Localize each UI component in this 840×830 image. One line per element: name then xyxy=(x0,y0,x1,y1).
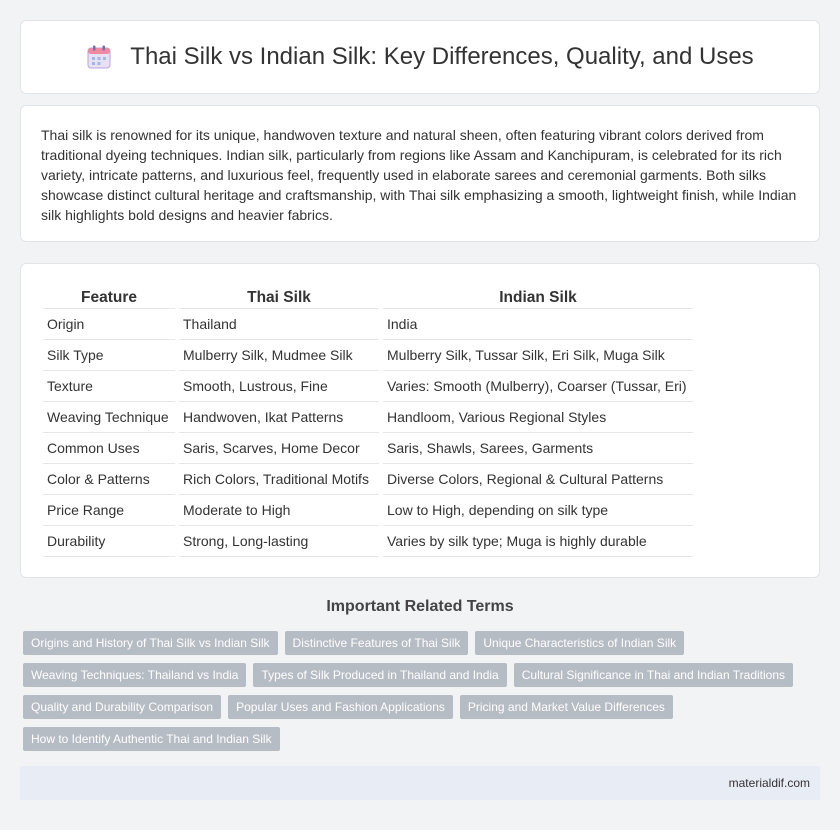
table-row xyxy=(43,464,693,495)
cell-thai: Thailand xyxy=(179,309,379,340)
related-term-tag[interactable]: Pricing and Market Value Differences xyxy=(460,695,673,719)
cell-indian: Varies by silk type; Muga is highly durable xyxy=(383,526,693,557)
table-row xyxy=(43,495,693,526)
cell-thai: Mulberry Silk, Mudmee Silk xyxy=(179,340,379,371)
related-term-tag[interactable]: Popular Uses and Fashion Applications xyxy=(228,695,453,719)
cell-indian: Diverse Colors, Regional & Cultural Patterns xyxy=(383,464,693,495)
cell-indian: Low to High, depending on silk type xyxy=(383,495,693,526)
cell-feature: Silk Type xyxy=(43,340,175,371)
footer-site-link[interactable]: materialdif.com xyxy=(728,776,810,790)
table-row xyxy=(43,526,693,557)
comparison-table xyxy=(39,288,697,557)
cell-thai: Moderate to High xyxy=(179,495,379,526)
related-terms-list xyxy=(23,631,823,751)
header-thai-silk: Thai Silk xyxy=(179,288,379,309)
cell-feature: Texture xyxy=(43,371,175,402)
cell-thai: Rich Colors, Traditional Motifs xyxy=(179,464,379,495)
related-term-tag[interactable]: Origins and History of Thai Silk vs Indian Silk xyxy=(23,631,278,655)
related-term-tag[interactable]: Weaving Techniques: Thailand vs India xyxy=(23,663,246,687)
cell-indian: Handloom, Various Regional Styles xyxy=(383,402,693,433)
cell-indian: India xyxy=(383,309,693,340)
table-row xyxy=(43,340,693,371)
header-feature: Feature xyxy=(43,288,175,309)
related-term-tag[interactable]: Distinctive Features of Thai Silk xyxy=(285,631,469,655)
related-term-tag[interactable]: Cultural Significance in Thai and Indian Traditions xyxy=(514,663,793,687)
cell-indian: Mulberry Silk, Tussar Silk, Eri Silk, Muga Silk xyxy=(383,340,693,371)
intro-card xyxy=(20,105,820,242)
related-terms-title: Important Related Terms xyxy=(326,598,514,615)
cell-feature: Price Range xyxy=(43,495,175,526)
header-indian-silk: Indian Silk xyxy=(383,288,693,309)
cell-thai: Strong, Long-lasting xyxy=(179,526,379,557)
cell-feature: Color & Patterns xyxy=(43,464,175,495)
table-row xyxy=(43,402,693,433)
intro-paragraph: Thai silk is renowned for its unique, handwoven texture and natural sheen, often featuring vibrant colors derived from traditional dyeing techniques. Indian silk, particularly from regions like Assam and Kanchipuram, is celebrated for its rich variety, intricate patterns, and luxurious feel, frequently used in elaborate sarees and ceremonial garments. Both silks showcase distinct cultural heritage and craftsmanship, with Thai silk emphasizing a smooth, lightweight finish, while Indian silk highlights bold designs and heavier fabrics. xyxy=(41,127,797,223)
cell-indian: Varies: Smooth (Mulberry), Coarser (Tussar, Eri) xyxy=(383,371,693,402)
calendar-icon xyxy=(86,44,112,70)
cell-thai: Smooth, Lustrous, Fine xyxy=(179,371,379,402)
table-row xyxy=(43,433,693,464)
related-term-tag[interactable]: Quality and Durability Comparison xyxy=(23,695,221,719)
header-card xyxy=(20,20,820,94)
cell-feature: Common Uses xyxy=(43,433,175,464)
page-title: Thai Silk vs Indian Silk: Key Differences, Quality, and Uses xyxy=(130,43,754,70)
table-row xyxy=(43,309,693,340)
footer xyxy=(20,766,820,800)
table-header-row xyxy=(43,288,693,309)
related-term-tag[interactable]: Types of Silk Produced in Thailand and India xyxy=(253,663,506,687)
cell-indian: Saris, Shawls, Sarees, Garments xyxy=(383,433,693,464)
comparison-card xyxy=(20,263,820,578)
cell-feature: Origin xyxy=(43,309,175,340)
cell-thai: Handwoven, Ikat Patterns xyxy=(179,402,379,433)
table-row xyxy=(43,371,693,402)
cell-feature: Durability xyxy=(43,526,175,557)
cell-feature: Weaving Technique xyxy=(43,402,175,433)
title-wrap xyxy=(86,43,753,71)
related-term-tag[interactable]: How to Identify Authentic Thai and Indian Silk xyxy=(23,727,280,751)
cell-thai: Saris, Scarves, Home Decor xyxy=(179,433,379,464)
related-term-tag[interactable]: Unique Characteristics of Indian Silk xyxy=(475,631,684,655)
